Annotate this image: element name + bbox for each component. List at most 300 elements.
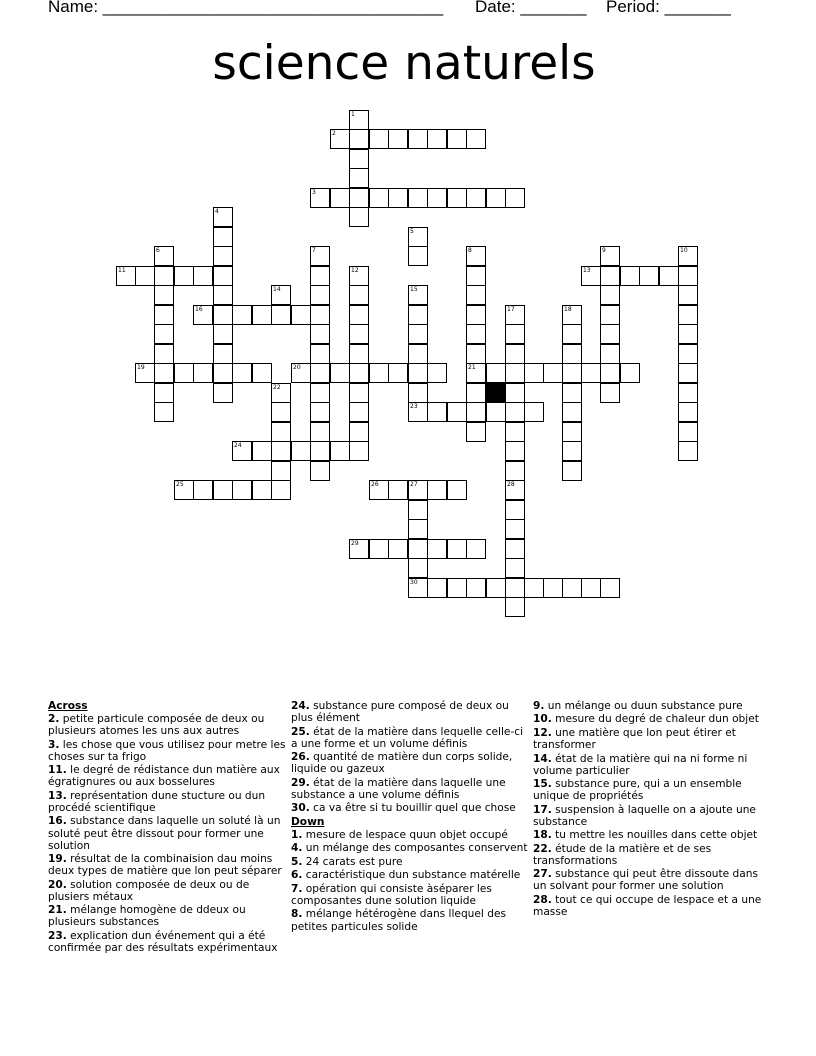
crossword-cell[interactable]: [427, 402, 447, 422]
crossword-cell[interactable]: [174, 266, 194, 286]
crossword-cell[interactable]: [678, 324, 698, 344]
crossword-cell[interactable]: [505, 578, 525, 598]
crossword-cell[interactable]: [466, 363, 486, 383]
crossword-cell[interactable]: [349, 344, 369, 364]
crossword-cell[interactable]: [349, 188, 369, 208]
clue-number: 7: [312, 247, 316, 254]
crossword-cell[interactable]: [562, 383, 582, 403]
crossword-cell[interactable]: [310, 383, 330, 403]
crossword-cell[interactable]: [213, 266, 233, 286]
crossword-cell[interactable]: [154, 266, 174, 286]
clue-column-3: [533, 700, 771, 920]
period-field-label[interactable]: Period: _______: [606, 0, 731, 16]
crossword-cell[interactable]: [524, 402, 544, 422]
crossword-cell[interactable]: [232, 305, 252, 325]
clue-number: 19: [137, 364, 145, 371]
clue-item: [533, 868, 771, 892]
clue-number: 19.: [48, 853, 67, 866]
crossword-cell[interactable]: [620, 266, 640, 286]
clue-number: 6: [156, 247, 160, 254]
crossword-cell[interactable]: [154, 402, 174, 422]
clue-text: mélange hétérogène dans llequel des petites particules solide: [291, 908, 506, 933]
crossword-cell[interactable]: [505, 461, 525, 481]
crossword-cell[interactable]: [349, 402, 369, 422]
clue-number: 6.: [291, 869, 303, 882]
date-field-label[interactable]: Date: _______: [475, 0, 587, 16]
clue-item: [48, 904, 286, 928]
black-square: [486, 383, 506, 403]
crossword-cell[interactable]: [466, 539, 486, 559]
clue-number: 28: [507, 481, 515, 488]
crossword-cell[interactable]: [427, 363, 447, 383]
clue-text: mesure de lespace quun objet occupé: [305, 828, 508, 841]
crossword-cell[interactable]: [310, 422, 330, 442]
crossword-cell[interactable]: [388, 188, 408, 208]
clue-number: 7.: [291, 882, 303, 895]
crossword-cell[interactable]: [562, 422, 582, 442]
clue-column-2: [291, 700, 529, 934]
crossword-cell[interactable]: [154, 305, 174, 325]
crossword-cell[interactable]: [408, 558, 428, 578]
clue-number: 22: [273, 384, 281, 391]
clue-text: tout ce qui occupe de lespace et a une masse: [533, 893, 762, 919]
clue-number: 26.: [291, 751, 310, 764]
crossword-cell[interactable]: [408, 324, 428, 344]
crossword-cell[interactable]: [213, 344, 233, 364]
crossword-cell[interactable]: [154, 246, 174, 266]
crossword-cell[interactable]: [408, 402, 428, 422]
clue-item: [48, 764, 286, 788]
crossword-cell[interactable]: [678, 402, 698, 422]
clue-text: résultat de la combinaision dau moins deux types de matière que lon peut séparer: [48, 853, 282, 878]
crossword-cell[interactable]: [600, 246, 620, 266]
crossword-cell[interactable]: [543, 578, 563, 598]
crossword-cell[interactable]: [388, 363, 408, 383]
clue-text: solution composée de deux ou de plusiers métaux: [48, 878, 250, 903]
clue-number: 13: [583, 267, 591, 274]
crossword-cell[interactable]: [174, 363, 194, 383]
crossword-cell[interactable]: [466, 422, 486, 442]
crossword-cell[interactable]: [505, 363, 525, 383]
crossword-cell[interactable]: [678, 422, 698, 442]
crossword-cell[interactable]: [349, 324, 369, 344]
clue-number: 8: [468, 247, 472, 254]
crossword-cell[interactable]: [369, 129, 389, 149]
crossword-cell[interactable]: [408, 539, 428, 559]
crossword-cell[interactable]: [408, 129, 428, 149]
crossword-cell[interactable]: [310, 344, 330, 364]
crossword-cell[interactable]: [581, 266, 601, 286]
crossword-cell[interactable]: [291, 305, 311, 325]
crossword-cell[interactable]: [174, 480, 194, 500]
crossword-cell[interactable]: [466, 402, 486, 422]
crossword-cell[interactable]: [154, 383, 174, 403]
clue-item: [48, 930, 286, 954]
clue-text: un mélange ou duun substance pure: [547, 700, 743, 712]
crossword-cell[interactable]: [562, 324, 582, 344]
crossword-cell[interactable]: [408, 227, 428, 247]
crossword-cell[interactable]: [600, 305, 620, 325]
crossword-cell[interactable]: [213, 363, 233, 383]
crossword-cell[interactable]: [620, 363, 640, 383]
crossword-cell[interactable]: [330, 129, 350, 149]
clue-number: 5.: [291, 855, 303, 868]
crossword-cell[interactable]: [466, 129, 486, 149]
crossword-cell[interactable]: [524, 578, 544, 598]
crossword-cell[interactable]: [486, 188, 506, 208]
crossword-cell[interactable]: [562, 402, 582, 422]
clue-number: 3: [312, 189, 316, 196]
crossword-cell[interactable]: [213, 324, 233, 344]
crossword-cell[interactable]: [447, 539, 467, 559]
crossword-cell[interactable]: [271, 441, 291, 461]
crossword-cell[interactable]: [349, 129, 369, 149]
crossword-cell[interactable]: [408, 578, 428, 598]
crossword-cell[interactable]: [600, 363, 620, 383]
crossword-cell[interactable]: [408, 246, 428, 266]
clue-item: [533, 727, 771, 751]
crossword-cell[interactable]: [310, 363, 330, 383]
crossword-cell[interactable]: [154, 324, 174, 344]
clue-item: [291, 842, 529, 854]
crossword-cell[interactable]: [581, 578, 601, 598]
crossword-cell[interactable]: [310, 266, 330, 286]
clue-item: [291, 726, 529, 750]
clue-number: 8.: [291, 908, 303, 921]
crossword-cell[interactable]: [562, 344, 582, 364]
crossword-cell[interactable]: [427, 578, 447, 598]
clue-number: 5: [410, 228, 414, 235]
clue-number: 9.: [533, 700, 545, 712]
clue-text: état de la matière dans lequelle celle-ci a une forme et un volume définis: [291, 725, 524, 750]
crossword-cell[interactable]: [193, 363, 213, 383]
clue-item: [533, 700, 771, 712]
clue-number: 16: [195, 306, 203, 313]
crossword-cell[interactable]: [408, 344, 428, 364]
crossword-cell[interactable]: [486, 578, 506, 598]
crossword-cell[interactable]: [369, 480, 389, 500]
crossword-cell[interactable]: [427, 480, 447, 500]
clue-text: état de la matière dans laquelle une substance a une volume définis: [291, 776, 506, 801]
crossword-cell[interactable]: [271, 383, 291, 403]
crossword-cell[interactable]: [213, 305, 233, 325]
crossword-cell[interactable]: [505, 383, 525, 403]
crossword-cell[interactable]: [349, 422, 369, 442]
crossword-cell[interactable]: [562, 441, 582, 461]
crossword-cell[interactable]: [310, 188, 330, 208]
clue-text: mélange homogène de ddeux ou plusieurs substances: [48, 904, 246, 929]
crossword-cell[interactable]: [193, 480, 213, 500]
crossword-cell[interactable]: [466, 344, 486, 364]
clue-number: 18: [564, 306, 572, 313]
crossword-cell[interactable]: [466, 578, 486, 598]
clue-number: 1.: [291, 828, 303, 841]
clue-number: 27: [410, 481, 418, 488]
crossword-cell[interactable]: [678, 266, 698, 286]
crossword-cell[interactable]: [271, 480, 291, 500]
crossword-cell[interactable]: [524, 363, 544, 383]
crossword-cell[interactable]: [408, 500, 428, 520]
clue-number: 10.: [533, 713, 552, 726]
crossword-cell[interactable]: [427, 188, 447, 208]
name-field-label[interactable]: Name: ____________________________________: [48, 0, 444, 16]
clue-number: 20: [293, 364, 301, 371]
crossword-cell[interactable]: [408, 363, 428, 383]
crossword-cell[interactable]: [505, 422, 525, 442]
crossword-cell[interactable]: [271, 422, 291, 442]
crossword-cell[interactable]: [678, 363, 698, 383]
crossword-cell[interactable]: [310, 324, 330, 344]
clue-number: 16.: [48, 815, 67, 828]
clue-text: 24 carats est pure: [305, 855, 403, 868]
crossword-cell[interactable]: [291, 441, 311, 461]
crossword-cell[interactable]: [135, 266, 155, 286]
crossword-cell[interactable]: [562, 578, 582, 598]
crossword-cell[interactable]: [349, 168, 369, 188]
crossword-cell[interactable]: [213, 285, 233, 305]
crossword-cell[interactable]: [116, 266, 136, 286]
clue-text: substance pure, qui a un ensemble unique de propriétés: [533, 778, 742, 803]
crossword-cell[interactable]: [408, 480, 428, 500]
crossword-cell[interactable]: [600, 324, 620, 344]
clue-column-1: [48, 700, 286, 955]
crossword-cell[interactable]: [447, 188, 467, 208]
clue-text: ca va être si tu bouillir quel que chose: [313, 802, 516, 815]
clue-number: 11.: [48, 764, 67, 777]
clue-number: 21: [468, 364, 476, 371]
crossword-cell[interactable]: [505, 480, 525, 500]
crossword-cell[interactable]: [330, 188, 350, 208]
crossword-cell[interactable]: [678, 441, 698, 461]
crossword-cell[interactable]: [310, 461, 330, 481]
crossword-cell[interactable]: [581, 363, 601, 383]
crossword-cell[interactable]: [466, 383, 486, 403]
crossword-cell[interactable]: [349, 110, 369, 130]
crossword-cell[interactable]: [505, 597, 525, 617]
crossword-cell[interactable]: [408, 383, 428, 403]
crossword-cell[interactable]: [349, 285, 369, 305]
crossword-cell[interactable]: [369, 188, 389, 208]
crossword-cell[interactable]: [369, 539, 389, 559]
crossword-cell[interactable]: [505, 558, 525, 578]
crossword-cell[interactable]: [330, 441, 350, 461]
crossword-cell[interactable]: [408, 188, 428, 208]
crossword-cell[interactable]: [252, 441, 272, 461]
crossword-cell[interactable]: [600, 266, 620, 286]
clue-text: petite particule composée de deux ou plusieurs atomes les uns aux autres: [48, 713, 265, 738]
crossword-cell[interactable]: [213, 480, 233, 500]
crossword-cell[interactable]: [252, 305, 272, 325]
crossword-cell[interactable]: [505, 402, 525, 422]
crossword-cell[interactable]: [271, 305, 291, 325]
clue-number: 13.: [48, 789, 67, 802]
clue-number: 12: [351, 267, 359, 274]
crossword-cell[interactable]: [678, 383, 698, 403]
clue-item: [533, 804, 771, 828]
crossword-cell[interactable]: [271, 402, 291, 422]
clue-number: 4: [215, 208, 219, 215]
clue-number: 1: [351, 111, 355, 118]
crossword-cell[interactable]: [349, 383, 369, 403]
crossword-cell[interactable]: [135, 363, 155, 383]
clue-item: [533, 778, 771, 802]
crossword-cell[interactable]: [310, 246, 330, 266]
crossword-cell[interactable]: [310, 402, 330, 422]
crossword-cell[interactable]: [562, 363, 582, 383]
clue-item: [291, 802, 529, 814]
crossword-cell[interactable]: [193, 305, 213, 325]
clue-text: le degré de rédistance dun matière aux égratignures ou aux bosselures: [48, 764, 280, 789]
crossword-cell[interactable]: [349, 207, 369, 227]
crossword-cell[interactable]: [427, 129, 447, 149]
crossword-cell[interactable]: [466, 246, 486, 266]
clue-number: 11: [118, 267, 126, 274]
crossword-cell[interactable]: [349, 266, 369, 286]
clue-item: [533, 843, 771, 867]
clue-text: suspension à laquelle on a ajoute une substance: [533, 803, 756, 828]
crossword-cell[interactable]: [330, 363, 350, 383]
clue-number: 17.: [533, 803, 552, 816]
crossword-cell[interactable]: [427, 539, 447, 559]
crossword-cell[interactable]: [505, 324, 525, 344]
crossword-cell[interactable]: [349, 149, 369, 169]
clue-text: un mélange des composantes conservent: [305, 842, 528, 855]
crossword-cell[interactable]: [505, 519, 525, 539]
page-title: science naturels: [212, 36, 596, 91]
clue-number: 2.: [48, 713, 60, 726]
crossword-cell[interactable]: [349, 305, 369, 325]
clue-number: 22.: [533, 842, 552, 855]
crossword-cell[interactable]: [369, 363, 389, 383]
crossword-cell[interactable]: [232, 480, 252, 500]
crossword-cell[interactable]: [193, 266, 213, 286]
clue-number: 20.: [48, 878, 67, 891]
clue-text: caractéristique dun substance matérelle: [305, 869, 521, 882]
crossword-cell[interactable]: [310, 285, 330, 305]
crossword-cell[interactable]: [154, 344, 174, 364]
crossword-cell[interactable]: [678, 246, 698, 266]
crossword-cell[interactable]: [505, 539, 525, 559]
crossword-cell[interactable]: [659, 266, 679, 286]
crossword-cell[interactable]: [154, 285, 174, 305]
clue-list: [48, 700, 778, 1000]
crossword-cell[interactable]: [505, 441, 525, 461]
clue-item: [48, 815, 286, 851]
clue-item: [48, 853, 286, 877]
crossword-cell[interactable]: [252, 480, 272, 500]
crossword-cell[interactable]: [232, 441, 252, 461]
crossword-cell[interactable]: [213, 207, 233, 227]
crossword-cell[interactable]: [466, 266, 486, 286]
crossword-cell[interactable]: [291, 363, 311, 383]
crossword-cell[interactable]: [466, 324, 486, 344]
crossword-cell[interactable]: [388, 129, 408, 149]
crossword-cell[interactable]: [408, 285, 428, 305]
crossword-cell[interactable]: [271, 461, 291, 481]
crossword-cell[interactable]: [310, 305, 330, 325]
clue-item: [533, 829, 771, 841]
crossword-cell[interactable]: [486, 402, 506, 422]
crossword-cell[interactable]: [154, 363, 174, 383]
crossword-cell[interactable]: [447, 480, 467, 500]
crossword-cell[interactable]: [543, 363, 563, 383]
clue-text: état de la matière qui na ni forme ni volume particulier: [533, 752, 748, 777]
clue-number: 4.: [291, 842, 303, 855]
crossword-cell[interactable]: [678, 285, 698, 305]
crossword-cell[interactable]: [678, 305, 698, 325]
crossword-cell[interactable]: [466, 285, 486, 305]
clue-text: explication dun événement qui a été confirmée par des résultats expérimentaux: [48, 929, 278, 954]
crossword-cell[interactable]: [505, 344, 525, 364]
clue-text: tu mettre les nouilles dans cette objet: [555, 829, 758, 842]
crossword-cell[interactable]: [466, 188, 486, 208]
crossword-cell[interactable]: [213, 246, 233, 266]
crossword-cell[interactable]: [213, 227, 233, 247]
crossword-cell[interactable]: [562, 461, 582, 481]
crossword-cell[interactable]: [505, 500, 525, 520]
crossword-cell[interactable]: [639, 266, 659, 286]
clue-item: [533, 894, 771, 918]
crossword-cell[interactable]: [505, 188, 525, 208]
crossword-cell[interactable]: [252, 363, 272, 383]
clue-text: représentation dune stucture ou dun procédé scientifique: [48, 789, 266, 814]
clue-item: [291, 908, 529, 932]
clue-number: 15.: [533, 778, 552, 791]
clue-number: 23.: [48, 929, 67, 942]
crossword-cell[interactable]: [213, 383, 233, 403]
clue-item: [48, 790, 286, 814]
crossword-cell[interactable]: [349, 363, 369, 383]
crossword-cell[interactable]: [600, 383, 620, 403]
clue-number: 18.: [533, 829, 552, 842]
crossword-cell[interactable]: [310, 441, 330, 461]
clue-item: [291, 829, 529, 841]
crossword-cell[interactable]: [466, 305, 486, 325]
crossword-cell[interactable]: [408, 305, 428, 325]
crossword-cell[interactable]: [271, 285, 291, 305]
clue-text: une matière que lon peut étirer et transformer: [533, 726, 736, 752]
clue-item: [291, 700, 529, 724]
clue-number: 17: [507, 306, 515, 313]
clue-number: 29.: [291, 776, 310, 789]
clue-number: 10: [680, 247, 688, 254]
clue-item: [291, 869, 529, 881]
clue-item: [533, 713, 771, 725]
clue-text: étude de la matière et de ses transformations: [533, 842, 712, 867]
crossword-cell[interactable]: [600, 285, 620, 305]
clue-number: 30: [410, 579, 418, 586]
crossword-cell[interactable]: [388, 480, 408, 500]
crossword-cell[interactable]: [562, 305, 582, 325]
crossword-cell[interactable]: [486, 363, 506, 383]
crossword-cell[interactable]: [600, 578, 620, 598]
crossword-cell[interactable]: [388, 539, 408, 559]
crossword-cell[interactable]: [505, 305, 525, 325]
clue-number: 30.: [291, 802, 310, 815]
clue-number: 26: [371, 481, 379, 488]
clue-number: 21.: [48, 904, 67, 917]
crossword-cell[interactable]: [232, 363, 252, 383]
crossword-cell[interactable]: [600, 344, 620, 364]
clue-number: 25.: [291, 725, 310, 738]
crossword-cell[interactable]: [349, 539, 369, 559]
crossword-cell[interactable]: [349, 441, 369, 461]
crossword-cell[interactable]: [447, 578, 467, 598]
crossword-cell[interactable]: [678, 344, 698, 364]
crossword-cell[interactable]: [447, 129, 467, 149]
crossword-cell[interactable]: [447, 402, 467, 422]
crossword-cell[interactable]: [408, 519, 428, 539]
